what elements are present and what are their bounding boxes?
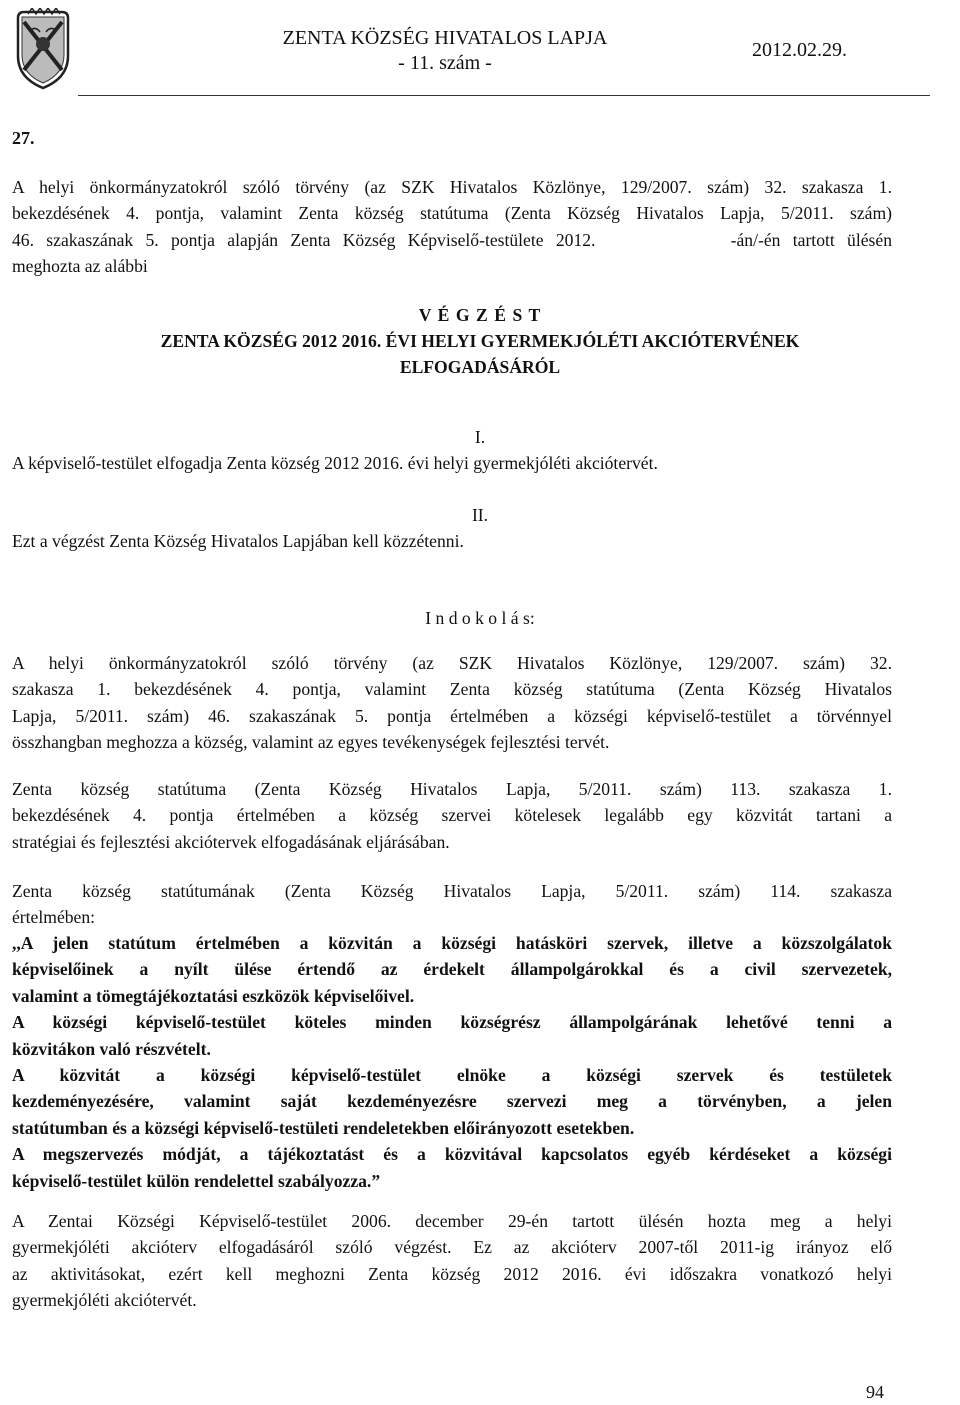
- decision-number: 27.: [12, 128, 35, 148]
- article-numeral: II.: [471, 505, 489, 525]
- decision-title-line-2: ELFOGADÁSÁRÓL: [399, 357, 561, 377]
- text-line: stratégiai és fejlesztési akciótervek elfogadásának eljárásában.: [12, 831, 450, 852]
- article-text: Ezt a végzést Zenta Község Hivatalos Lapjában kell közzétenni.: [12, 531, 464, 551]
- page-number: 94: [866, 1382, 884, 1402]
- text-line: A Zentai Községi Képviselő-testület 2006. december 29-én tartott ülésén hozta meg a helyi: [12, 1211, 892, 1231]
- reasoning-paragraph-3: [12, 878, 892, 931]
- text-line: szakasza 1. bekezdésének 4. pontja, valamint Zenta község statútuma (Zenta Község Hivatalos: [12, 679, 892, 700]
- preamble-line: 46. szakaszának 5. pontja alapján Zenta Község Képviselő-testülete 2012. -án/-én tartott ülésén: [12, 229, 892, 250]
- preamble-line: meghozta az alábbi: [12, 256, 148, 277]
- header-divider: [78, 95, 930, 96]
- quote-line: A községi képviselő-testület köteles minden községrész állampolgárának lehetővé tenni a: [12, 1012, 892, 1033]
- text-line: Lapja, 5/2011. szám) 46. szakaszának 5. pontja értelmében a községi képviselő-testület a törvénnyel: [12, 705, 892, 726]
- preamble-line: bekezdésének 4. pontja, valamint Zenta község statútuma (Zenta Község Hivatalos Lapja, 5/2011. szám): [12, 203, 892, 224]
- text-line: Zenta község statútuma (Zenta Község Hivatalos Lapja, 5/2011. szám) 113. szakasza 1.: [12, 779, 892, 799]
- quote-line: közvitákon való részvételt.: [12, 1038, 211, 1059]
- decision-title-line-1: ZENTA KÖZSÉG 2012 2016. ÉVI HELYI GYERMEKJÓLÉTI AKCIÓTERVÉNEK: [160, 331, 800, 351]
- preamble-line: A helyi önkormányzatokról szóló törvény (az SZK Hivatalos Közlönye, 129/2007. szám) 32. szakasza 1.: [12, 177, 892, 197]
- text-line: bekezdésének 4. pontja értelmében a község szervei kötelesek legalább egy közvitát tartani a: [12, 805, 892, 826]
- text-line: értelmében:: [12, 907, 96, 928]
- coat-of-arms-icon: [10, 8, 76, 92]
- text-line: összhangban meghozza a község, valamint az egyes tevékenységek fejlesztési tervét.: [12, 732, 610, 753]
- quote-line: képviselőinek a nyílt ülése értendő az érdekelt állampolgárokkal és a civil szervezetek,: [12, 959, 892, 980]
- text-line: az aktivitásokat, ezért kell meghozni Zenta község 2012 2016. évi időszakra vonatkozó helyi: [12, 1263, 892, 1284]
- reasoning-paragraph-2: [12, 776, 892, 855]
- quote-line: A megszervezés módját, a tájékoztatást és a közvitával kapcsolatos egyéb kérdéseket a községi: [12, 1144, 892, 1165]
- quote-line: kezdeményezésére, valamint saját kezdeményezésre szervezi meg a törvényben, a jelen: [12, 1091, 892, 1112]
- quote-line: A közvitát a községi képviselő-testület elnöke a községi szervek és testületek: [12, 1064, 892, 1085]
- statute-quote: [12, 930, 892, 1194]
- reasoning-heading: I n d o k o l á s:: [425, 608, 535, 628]
- quote-line: valamint a tömegtájékoztatási eszközök képviselőivel.: [12, 985, 415, 1006]
- decision-word: V É G Z É S T: [418, 305, 542, 325]
- quote-line: képviselő-testület külön rendelettel szabályozza.”: [12, 1170, 381, 1191]
- issue-date: 2012.02.29.: [752, 39, 847, 61]
- quote-line: statútumban és a községi képviselő-testületi rendeletekben előirányozott esetekben.: [12, 1117, 635, 1138]
- article-text: A képviselő-testület elfogadja Zenta község 2012 2016. évi helyi gyermekjóléti akciótervét.: [12, 453, 658, 473]
- text-line: A helyi önkormányzatokról szóló törvény (az SZK Hivatalos Közlönye, 129/2007. szám) 32.: [12, 653, 892, 673]
- reasoning-paragraph-1: [12, 650, 892, 756]
- journal-title: ZENTA KÖZSÉG HIVATALOS LAPJA: [282, 27, 608, 49]
- article-numeral: I.: [474, 427, 486, 447]
- closing-paragraph: [12, 1208, 892, 1314]
- text-line: Zenta község statútumának (Zenta Község Hivatalos Lapja, 5/2011. szám) 114. szakasza: [12, 881, 892, 901]
- issue-number: - 11. szám -: [398, 52, 492, 74]
- text-line: gyermekjóléti akcióterv elfogadásáról szóló végzést. Ez az akcióterv 2007-től 2011-ig irányoz elő: [12, 1237, 892, 1258]
- text-line: gyermekjóléti akciótervét.: [12, 1290, 197, 1311]
- preamble: [12, 174, 892, 280]
- quote-line: ,,A jelen statútum értelmében a közvitán a községi hatásköri szervek, illetve a közszolgálatok: [12, 933, 892, 953]
